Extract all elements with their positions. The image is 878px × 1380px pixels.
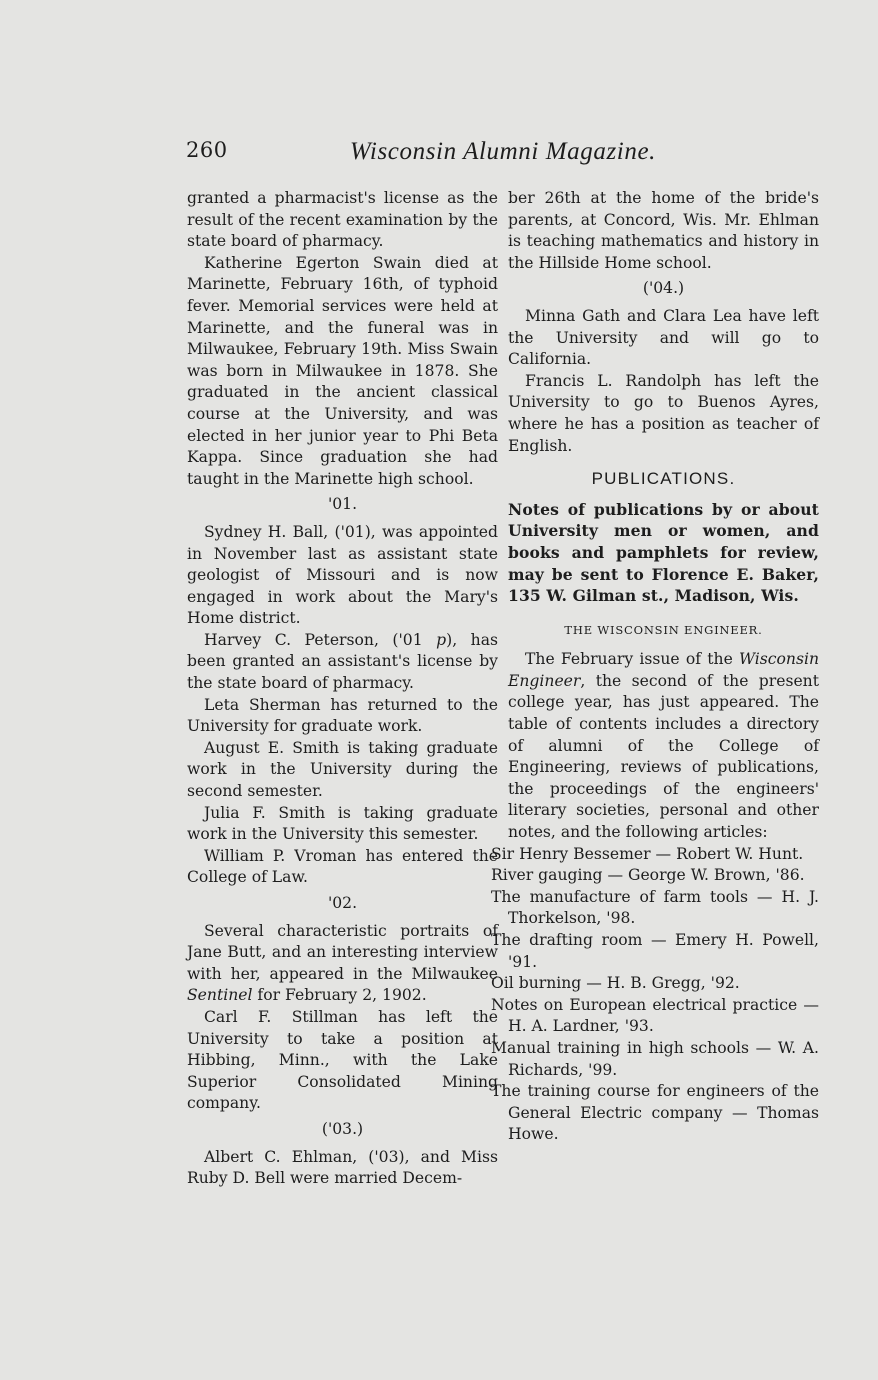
paragraph: granted a pharmacist's license as the result of the recent examination by the state board of pharmacy.: [187, 189, 498, 251]
running-title: Wisconsin Alumni Magazine.: [349, 138, 656, 165]
paragraph: Leta Sherman has returned to the University for graduate work.: [187, 695, 498, 736]
class-year-heading: '01.: [327, 495, 358, 514]
article-entry: Oil burning — H. B. Gregg, '92.: [491, 974, 740, 993]
paragraph: August E. Smith is taking graduate work in the University during the second semester.: [187, 738, 498, 801]
article-entry: Sir Henry Bessemer — Robert W. Hunt.: [491, 844, 804, 863]
paragraph: Minna Gath and Clara Lea have left the University and will go to California.: [508, 306, 819, 369]
paragraph: The February issue of the Wisconsin Engineer, the second of the present college year, has just appeared. The table of contents includes a directory of alumni of the College of Engineering, reviews of publications, the proceedings of the engineers' literary societies, personal and other notes, and the following articles:: [508, 650, 819, 842]
article-entry: Manual training in high schools — W. A. Richards, '99.: [491, 1038, 819, 1079]
class-year-heading: '02.: [327, 894, 358, 912]
page-number: 260: [186, 138, 228, 162]
paragraph: Harvey C. Peterson, ('01 p), has been granted an assistant's license by the state board of pharmacy.: [187, 630, 498, 693]
article-entry: Notes on European electrical practice — H. A. Lardner, '93.: [491, 995, 819, 1036]
article-entry: The drafting room — Emery H. Powell, '91.: [491, 931, 819, 971]
class-year-heading: ('03.): [321, 1119, 364, 1138]
article-entry: The manufacture of farm tools — H. J. Thorkelson, '98.: [491, 887, 819, 928]
paragraph: Francis L. Randolph has left the University to go to Buenos Ayres, where he has a position as teacher of English.: [508, 371, 819, 455]
paragraph: ber 26th at the home of the bride's parents, at Concord, Wis. Mr. Ehlman is teaching mathematics and history in the Hillside Home school.: [508, 189, 819, 272]
paragraph: Sydney H. Ball, ('01), was appointed in November last as assistant state geologist of Missouri and is now engaged in work about the Mary's Home district.: [187, 522, 498, 628]
paragraph: Julia F. Smith is taking graduate work in the University this semester.: [187, 803, 498, 844]
article-entry: River gauging — George W. Brown, '86.: [491, 866, 805, 885]
paragraph: Carl F. Stillman has left the University to take a position at Hibbing, Minn., with the Lake Superior Consolidated Mining company.: [187, 1007, 498, 1113]
class-year-heading: ('04.): [642, 279, 685, 298]
paragraph: Albert C. Ehlman, ('03), and Miss Ruby D. Bell were married Decem-: [187, 1147, 498, 1188]
paragraph: William P. Vroman has entered the College of Law.: [187, 846, 498, 887]
right-column: [491, 188, 819, 1146]
article-entry: The training course for engineers of the General Electric company — Thomas Howe.: [491, 1082, 819, 1144]
publications-heading: PUBLICATIONS.: [591, 469, 736, 489]
running-header: [186, 138, 656, 174]
wisconsin-engineer-heading: THE WISCONSIN ENGINEER.: [564, 622, 763, 637]
left-column: [187, 188, 498, 1190]
paragraph: Several characteristic portraits of Jane Butt, and an interesting interview with her, appeared in the Milwaukee Sentinel for February 2, 1902.: [187, 921, 498, 1005]
paragraph: Katherine Egerton Swain died at Marinette, February 16th, of typhoid fever. Memorial services were held at Marinette, and the funeral was in Milwaukee, February 19th. Miss Swain was born in Milwaukee in 1878. She graduated in the ancient classical course at the University, and was elected in her junior year to Phi Beta Kappa. Since graduation she had taught in the Marinette high school.: [187, 253, 498, 488]
publications-note: Notes of publications by or about University men or women, and books and pamphlets for review, may be sent to Florence E. Baker, 135 W. Gilman st., Madison, Wis.: [508, 499, 819, 606]
